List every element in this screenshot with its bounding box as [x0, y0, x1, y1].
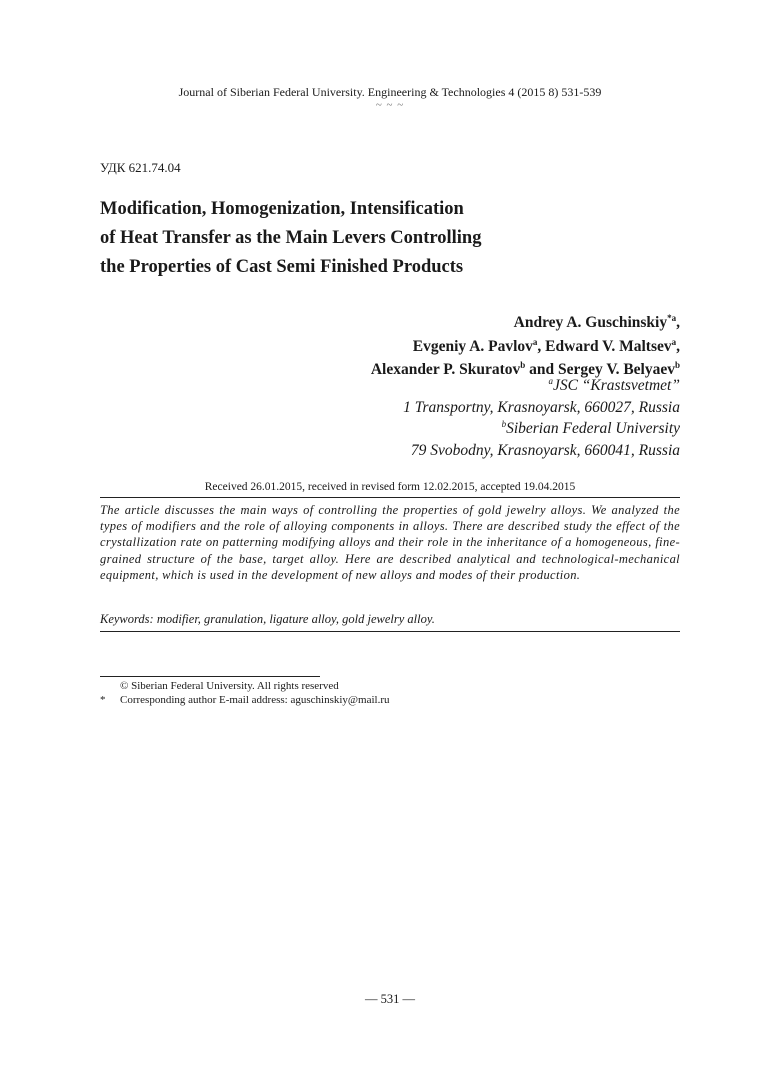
- affiliation-line: [403, 440, 680, 462]
- author-sep: ,: [676, 337, 680, 355]
- udc-code: УДК 621.74.04: [100, 160, 181, 175]
- author-sup: a: [671, 336, 677, 347]
- abstract-text: The article discusses the main ways of controlling the properties of gold jewelry alloys. We analyzed the types of modifiers and the role of alloying components in alloys. There are described study the effect of the crystallization rate on patterning modifying alloys and their role in the inheritance of a homogeneous, fine-grained structure of the base, target alloy. Here are described analytical and technological-mechanical equipment, which is used in the development of new alloys and modes of their production.: [100, 503, 680, 582]
- header-ornament: ~ ~ ~: [375, 99, 405, 111]
- title-line: Modification, Homogenization, Intensification: [100, 199, 464, 219]
- author-name: Sergey V. Belyaev: [558, 361, 675, 378]
- author-sup: a: [532, 336, 538, 347]
- author-sup: *a: [667, 313, 677, 323]
- author-line: [371, 311, 680, 335]
- author-name: Edward V. Maltsev: [545, 337, 672, 355]
- received-dates: Received 26.01.2015, received in revised form 12.02.2015, accepted 19.04.2015: [204, 481, 576, 493]
- title-line: the Properties of Cast Semi Finished Products: [100, 257, 464, 277]
- footnote-rule: [100, 676, 320, 677]
- journal-header: Journal of Siberian Federal University. Engineering & Technologies 4 (2015 8) 531-539: [178, 85, 602, 99]
- author-line: [371, 335, 680, 359]
- affiliation-text: JSC “Krastsvetmet”: [552, 377, 680, 394]
- affiliation-text: Siberian Federal University: [506, 420, 680, 437]
- affiliation-sup: b: [501, 419, 507, 429]
- affiliation-line: [403, 418, 680, 440]
- copyright-text: © Siberian Federal University. All rights reserved: [120, 680, 339, 692]
- affiliation-text: 1 Transportny, Krasnoyarsk, 660027, Russia: [403, 398, 680, 416]
- author-sep: ,: [676, 314, 680, 331]
- title-line: of Heat Transfer as the Main Levers Controlling: [100, 228, 482, 248]
- author-sup: b: [520, 360, 526, 370]
- author-sep: ,: [537, 337, 546, 355]
- affiliation-line: [403, 397, 680, 419]
- article-title: [100, 195, 660, 282]
- affiliation-text: 79 Svobodny, Krasnoyarsk, 660041, Russia: [410, 441, 680, 459]
- footnote-corresponding: [100, 693, 680, 707]
- abstract-bottom-rule: [100, 631, 680, 632]
- affiliation-list: [403, 375, 680, 461]
- author-sup: b: [674, 360, 680, 370]
- author-name: Evgeniy A. Pavlov: [412, 337, 533, 355]
- abstract-top-rule: [100, 497, 680, 498]
- affiliation-line: [403, 375, 680, 397]
- author-list: [371, 311, 680, 382]
- author-sep: and: [525, 361, 559, 378]
- corresponding-text: Corresponding author E-mail address: aguschinskiy@mail.ru: [120, 694, 390, 706]
- author-name: Alexander P. Skuratov: [370, 361, 521, 378]
- footnote-copyright: [100, 679, 680, 693]
- keywords: Keywords: modifier, granulation, ligature alloy, gold jewelry alloy.: [100, 612, 435, 626]
- author-name: Andrey A. Guschinskiy: [513, 314, 668, 331]
- footnote-mark: *: [100, 694, 106, 706]
- page-number: — 531 —: [365, 992, 415, 1006]
- affiliation-sup: a: [548, 376, 553, 386]
